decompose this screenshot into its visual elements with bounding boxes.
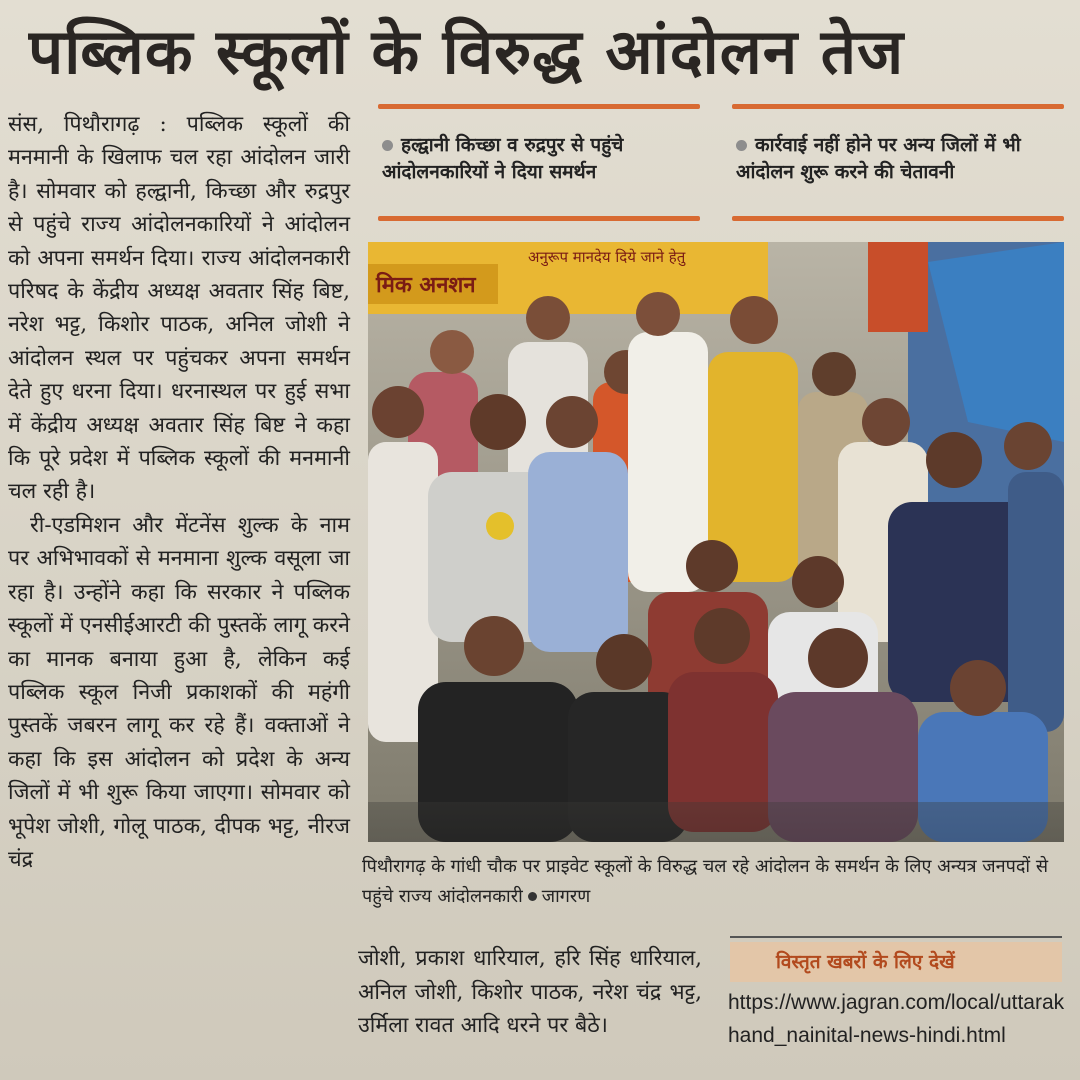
highlight-rule-bottom-1 (378, 216, 700, 221)
bullet-icon (528, 892, 537, 901)
highlight-2: कार्रवाई नहीं होने पर अन्य जिलों में भी आंदोलन शुरू करने की चेतावनी (736, 134, 1021, 183)
banner-text-2: अनुरूप मानदेय दिये जाने हेतु (528, 248, 686, 266)
promo-url-link[interactable]: https://www.jagran.com/local/uttarakhand_nainital-news-hindi.html (728, 991, 1065, 1047)
headline: पब्लिक स्कूलों के विरुद्ध आंदोलन तेज (28, 15, 905, 88)
caption-credit: जागरण (541, 886, 591, 907)
banner-text: मिक अनशन (376, 273, 476, 298)
highlight-1: हल्द्वानी किच्छा व रुद्रपुर से पहुंचे आंदोलनकारियों ने दिया समर्थन (382, 134, 624, 183)
article-column-middle (358, 942, 702, 1043)
article-paragraph-1: संस, पिथौरागढ़ : पब्लिक स्कूलों की मनमानी के खिलाफ चल रहा आंदोलन जारी है। सोमवार को हल्द्वानी, किच्छा और रुद्रपुर से पहुंचे राज्य आंदोलनकारियों ने आंदोलन को अपना समर्थन दिया। राज्य आंदोलनकारी परिषद के केंद्रीय अध्यक्ष अवतार सिंह बिष्ट, नरेश भट्ट, किशोर पाठक, अनिल जोशी ने आंदोलन स्थल पर पहुंचकर अपना समर्थन देते हुए धरना दिया। धरनास्थल पर हुई सभा में केंद्रीय अध्यक्ष अवतार सिंह बिष्ट ने कहा कि पूरे प्रदेश में पब्लिक स्कूलों की मनमानी चल रही है। (8, 112, 350, 505)
news-photo (368, 242, 1064, 842)
caption-text: पिथौरागढ़ के गांधी चौक पर प्राइवेट स्कूलों के विरुद्ध चल रहे आंदोलन के समर्थन के लिए अन्यत्र जनपदों से पहुंचे राज्य आंदोलनकारी (362, 856, 1048, 907)
protest-group-photo (368, 242, 1064, 842)
bullet-icon (736, 140, 747, 151)
highlight-rule-top-2 (732, 104, 1064, 109)
photo-caption (362, 852, 1072, 912)
highlight-rule-bottom-2 (732, 216, 1064, 221)
highlight-rule-top-1 (378, 104, 700, 109)
promo-rule (730, 936, 1062, 938)
article-column-left (8, 108, 350, 1080)
promo-title: विस्तृत खबरों के लिए देखें (730, 942, 1062, 982)
article-paragraph-3: जोशी, प्रकाश धारियाल, हरि सिंह धारियाल, अनिल जोशी, किशोर पाठक, नरेश चंद्र भट्ट, उर्मिला रावत आदि धरने पर बैठे। (358, 946, 702, 1038)
bullet-icon (382, 140, 393, 151)
article-paragraph-2: री-एडमिशन और मेंटनेंस शुल्क के नाम पर अभिभावकों से मनमाना शुल्क वसूला जा रहा है। उन्होंने कहा कि सरकार ने पब्लिक स्कूलों में एनसीईआरटी की पुस्तकें लागू करने का मानक बनाया हुआ है, लेकिन कई पब्लिक स्कूल निजी प्रकाशकों की महंगी पुस्तकें जबरन लागू कर रहे हैं। वक्ताओं ने कहा कि इस आंदोलन को प्रदेश के अन्य जिलों में भी शुरू किया जाएगा। सोमवार को भूपेश जोशी, गोलू पाठक, दीपक भट्ट, नीरज चंद्र (8, 512, 350, 872)
